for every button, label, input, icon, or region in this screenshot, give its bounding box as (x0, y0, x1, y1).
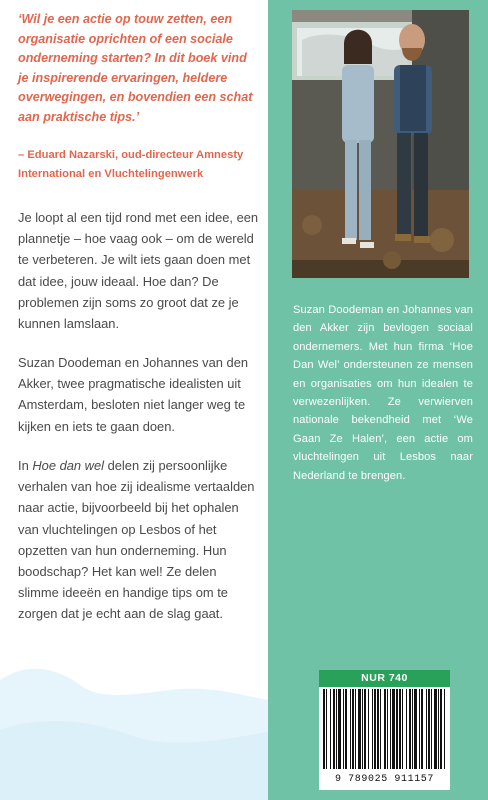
barcode-bar (364, 689, 366, 769)
barcode-bar (338, 689, 341, 769)
barcode-bar (421, 689, 423, 769)
barcode-bar (426, 689, 427, 769)
paragraph-3-prefix: In (18, 458, 33, 473)
barcode-bar (402, 689, 403, 769)
barcode-bar (434, 689, 437, 769)
endorsement-quote: ‘Wil je een actie op touw zetten, een organisatie oprichten of een sociale onderneming starten? In dit boek vind je inspirerende ervaringen, heldere overwegingen, en bovendien een schat aan praktische tips.’ (18, 12, 253, 124)
barcode-bar (392, 689, 395, 769)
barcode-bar (444, 689, 445, 769)
barcode-bar (323, 689, 325, 769)
isbn-number: 9 789025 911157 (334, 774, 434, 785)
barcode-bar (406, 689, 407, 769)
blurb-paragraph-2: Suzan Doodeman en Johannes van den Akker, twee pragmatische idealisten uit Amsterdam, besloten niet langer weg te kijken en iets te gaan doen. (18, 355, 249, 434)
barcode-bar (428, 689, 430, 769)
barcode-bar (345, 689, 347, 769)
barcode-bar (352, 689, 354, 769)
barcode-bar (343, 689, 344, 769)
barcode-bar (372, 689, 373, 769)
barcode-bar (355, 689, 356, 769)
barcode-bar (409, 689, 411, 769)
barcode-bar (412, 689, 413, 769)
barcode-bar (362, 689, 363, 769)
blurb-paragraph-1: Je loopt al een tijd rond met een idee, een plannetje – hoe vaag ook – om de wereld te verbeteren. Je wilt iets gaan doen met dat idee, jouw ideaal. Hoe dan? De problemen zijn soms zo groot dat ze je kunnen lamslaan. (18, 210, 259, 332)
paragraph-3-rest: delen zij persoonlijke verhalen van hoe zij idealisme vertaalden naar actie, bijvoorbeeld bij het ophalen van vluchtelingen op Lesbos of het opzetten van hun onderneming. Hun boodschap? Het kan wel! Ze delen slimme ideeën en handige tips om te zorgen dat je echt aan de slag gaat. (18, 458, 255, 622)
barcode-bar (330, 689, 331, 769)
barcode-bar (438, 689, 439, 769)
barcode-bar (440, 689, 442, 769)
barcode-bar (350, 689, 351, 769)
author-photo (292, 10, 469, 278)
barcode-bar (431, 689, 432, 769)
barcode-bar (390, 689, 391, 769)
quote-attribution: – Eduard Nazarski, oud-directeur Amnesty International en Vluchtelingenwerk (18, 149, 244, 180)
barcode-bar (358, 689, 361, 769)
barcode-bar (326, 689, 327, 769)
decorative-wave (0, 640, 268, 800)
barcode-bar (374, 689, 376, 769)
barcode-bar (336, 689, 337, 769)
blurb-paragraph-3 (18, 455, 260, 625)
barcode-block (319, 670, 450, 790)
author-bio: Suzan Doodeman en Johannes van den Akker zijn bevlogen sociaal ondernemers. Met hun firma ‘Hoe Dan Wel’ ondersteunen ze mensen en organisaties om hun idealen te verwezenlijken. Ze verwierven nationale bekendheid met ‘We Gaan Ze Halen’, een actie om vluchtelingen uit Lesbos naar Nederland te brengen. (293, 304, 473, 482)
barcode-bar (333, 689, 335, 769)
barcode-bar (377, 689, 379, 769)
book-title-inline: Hoe dan wel (32, 458, 105, 473)
barcode-bar (384, 689, 386, 769)
barcode-bar (396, 689, 398, 769)
nur-code-label: NUR 740 (319, 670, 450, 687)
barcode-bar (368, 689, 369, 769)
isbn-barcode (319, 689, 450, 774)
barcode-bar (399, 689, 401, 769)
barcode-bar (414, 689, 417, 769)
barcode-bar (380, 689, 381, 769)
barcode-bar (419, 689, 420, 769)
barcode-bar (387, 689, 388, 769)
